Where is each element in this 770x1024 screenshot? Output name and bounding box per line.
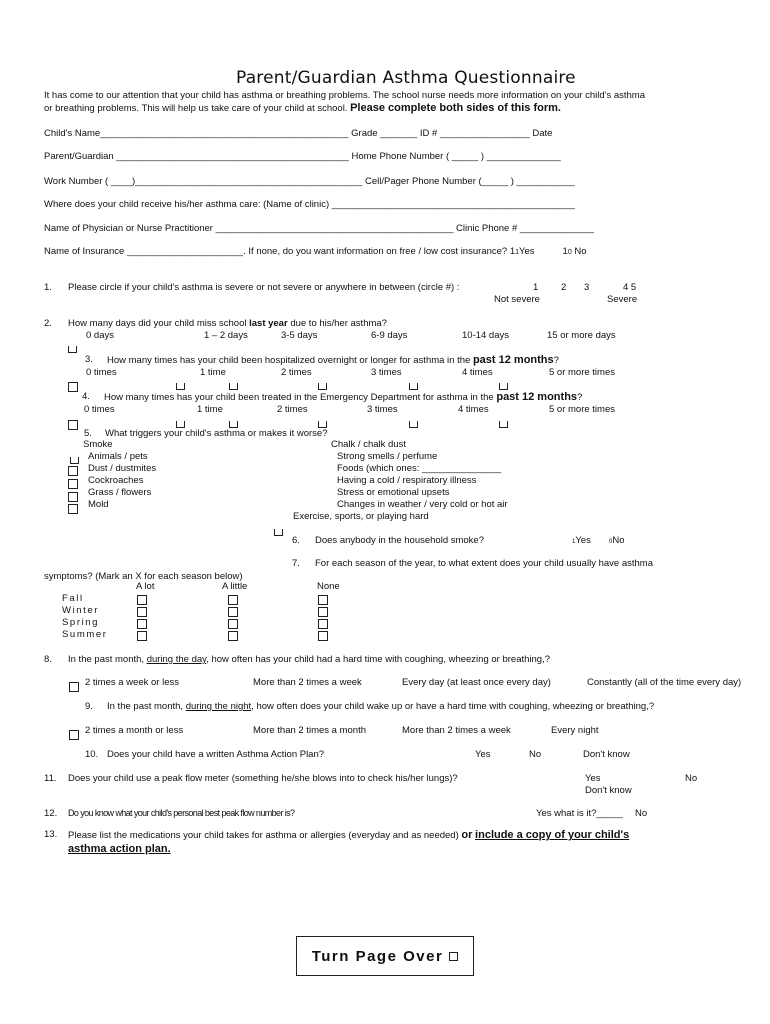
q7-season-fall: Fall [62, 593, 84, 604]
q4-checkbox-1[interactable] [176, 421, 185, 428]
q7-summer-a-little-checkbox[interactable] [228, 631, 238, 641]
q3-option-3[interactable]: 3 times [371, 367, 402, 378]
q5-trigger-smells[interactable]: Strong smells / perfume [337, 451, 438, 462]
q7-number: 7. [292, 558, 300, 569]
q5-trigger-weather[interactable]: Changes in weather / very cold or hot air [337, 499, 508, 510]
q7-col-a-lot: A lot [136, 581, 155, 592]
q2-number: 2. [44, 318, 52, 329]
q2-option-2[interactable]: 3-5 days [281, 330, 318, 341]
q5-trigger-cockroaches[interactable]: Cockroaches [88, 475, 144, 486]
q2-option-3[interactable]: 6-9 days [371, 330, 408, 341]
q3-number: 3. [85, 354, 93, 365]
q2-text: How many days did your child miss school last year due to his/her asthma? [68, 318, 387, 329]
q4-checkbox-3[interactable] [318, 421, 327, 428]
q7-fall-none-checkbox[interactable] [318, 595, 328, 605]
q4-text: How many times has your child been treated in the Emergency Department for asthma in the past 12 months? [104, 391, 583, 403]
q9-option-2[interactable]: More than 2 times a week [402, 725, 511, 736]
q7-season-spring: Spring [62, 617, 100, 628]
checkbox-icon [449, 952, 458, 961]
q4-checkbox-0[interactable] [68, 420, 78, 430]
q12-option-yes[interactable]: Yes what is it?_____ [536, 808, 623, 819]
q10-text: Does your child have a written Asthma Action Plan? [107, 749, 325, 760]
q3-option-2[interactable]: 2 times [281, 367, 312, 378]
q4-option-4[interactable]: 4 times [458, 404, 489, 415]
q5-trigger-mold[interactable]: Mold [88, 499, 109, 510]
q11-option-yes[interactable]: Yes [585, 773, 601, 784]
q7-season-winter: Winter [62, 605, 100, 616]
q3-checkbox-0[interactable] [68, 382, 78, 392]
q3-checkbox-5[interactable] [499, 383, 508, 390]
q9-option-0[interactable]: 2 times a month or less [85, 725, 184, 736]
turn-page-label: Turn Page Over [311, 947, 444, 965]
q7-fall-a-little-checkbox[interactable] [228, 595, 238, 605]
q4-checkbox-5[interactable] [499, 421, 508, 428]
q3-checkbox-3[interactable] [318, 383, 327, 390]
q9-option-1[interactable]: More than 2 times a month [253, 725, 366, 736]
q11-text: Does your child use a peak flow meter (something he/she blows into to check his/her lungs)? [68, 773, 458, 784]
q1-text: Please circle if your child's asthma is severe or not severe or anywhere in between (circle #) : [68, 282, 460, 293]
q8-checkbox[interactable] [69, 682, 79, 692]
q8-option-0[interactable]: 2 times a week or less [85, 677, 179, 688]
physician-field[interactable]: Name of Physician or Nurse Practitioner _____________________________________________ Clinic Phone # ______________ [44, 223, 594, 234]
clinic-field[interactable]: Where does your child receive his/her asthma care: (Name of clinic) ______________________________________________ [44, 199, 575, 210]
work-number-field[interactable]: Work Number ( ____)___________________________________________ Cell/Pager Phone Number (_____ ) ___________ [44, 176, 575, 187]
q8-number: 8. [44, 654, 52, 665]
q7-col-none: None [317, 581, 340, 592]
q1-scale-1[interactable]: 1 [533, 282, 539, 293]
q4-option-1[interactable]: 1 time [197, 404, 223, 415]
q1-scale-3[interactable]: 3 [584, 282, 590, 293]
q5-number: 5. [84, 428, 92, 439]
q7-season-summer: Summer [62, 629, 108, 640]
q13-number: 13. [44, 829, 58, 840]
q4-option-3[interactable]: 3 times [367, 404, 398, 415]
q7-winter-none-checkbox[interactable] [318, 607, 328, 617]
q7-winter-a-lot-checkbox[interactable] [137, 607, 147, 617]
q5-checkbox-cockroaches[interactable] [68, 492, 78, 502]
turn-page-over-box [296, 936, 474, 976]
q6-yes-option[interactable]: 1Yes [572, 535, 591, 546]
q2-option-5[interactable]: 15 or more days [547, 330, 616, 341]
q1-low-label: Not severe [494, 294, 540, 305]
q4-number: 4. [82, 391, 90, 402]
q7-col-a-little: A little [222, 581, 248, 592]
q12-option-no[interactable]: No [635, 808, 648, 819]
page-title: Parent/Guardian Asthma Questionnaire [236, 68, 576, 88]
q9-number: 9. [85, 701, 93, 712]
q5-checkbox-smoke[interactable] [70, 457, 79, 464]
q3-text: How many times has your child been hospitalized overnight or longer for asthma in the past 12 months? [107, 354, 559, 366]
q5-trigger-cold[interactable]: Having a cold / respiratory illness [337, 475, 477, 486]
childs-name-field[interactable]: Child's Name_______________________________________________ Grade _______ ID # _________________ Date [44, 128, 553, 139]
q3-option-1[interactable]: 1 time [200, 367, 226, 378]
q3-checkbox-2[interactable] [229, 383, 238, 390]
q9-text: In the past month, during the night, how often does your child wake up or have a hard time with coughing, wheezing or breathing,? [107, 701, 655, 712]
q10-option-yes[interactable]: Yes [475, 749, 491, 760]
intro-line-1: It has come to our attention that your child has asthma or breathing problems. The school nurse needs more information on your child's asthma [44, 90, 645, 101]
q5-trigger-exercise[interactable]: Exercise, sports, or playing hard [293, 511, 429, 522]
q1-scale-2[interactable]: 2 [561, 282, 567, 293]
q13-text: Please list the medications your child takes for asthma or allergies (everyday and as needed) or include a copy of your child's [68, 829, 630, 841]
q5-trigger-animals[interactable]: Animals / pets [88, 451, 148, 462]
intro-instruction: Please complete both sides of this form. [350, 102, 561, 114]
q12-text: Do you know what your child's personal best peak flow number is? [68, 808, 295, 818]
q4-checkbox-4[interactable] [409, 421, 418, 428]
q1-number: 1. [44, 282, 52, 293]
insurance-field[interactable]: Name of Insurance ______________________. If none, do you want information on free / low cost insurance? 11Yes 10 No [44, 246, 587, 257]
q12-number: 12. [44, 808, 58, 819]
q6-no-option[interactable]: 0No [609, 535, 625, 546]
q7-winter-a-little-checkbox[interactable] [228, 607, 238, 617]
q8-option-3[interactable]: Constantly (all of the time every day) [587, 677, 742, 688]
q7-summer-none-checkbox[interactable] [318, 631, 328, 641]
q1-high-label: Severe [607, 294, 638, 305]
q5-text: What triggers your child's asthma or makes it worse? [105, 428, 328, 439]
intro-line-2: or breathing problems. This will help us take care of your child at school. Please complete both sides of this form. [44, 102, 561, 114]
q7-spring-a-little-checkbox[interactable] [228, 619, 238, 629]
q7-summer-a-lot-checkbox[interactable] [137, 631, 147, 641]
q2-option-4[interactable]: 10-14 days [462, 330, 510, 341]
q4-option-5[interactable]: 5 or more times [549, 404, 615, 415]
q6-number: 6. [292, 535, 300, 546]
q8-option-1[interactable]: More than 2 times a week [253, 677, 362, 688]
q10-option-no[interactable]: No [529, 749, 542, 760]
q5-checkbox-animals[interactable] [68, 466, 78, 476]
q11-option-no[interactable]: No [685, 773, 698, 784]
q3-option-0[interactable]: 0 times [86, 367, 117, 378]
q5-checkbox-grass[interactable] [68, 504, 78, 514]
q5-trigger-chalk[interactable]: Chalk / chalk dust [331, 439, 406, 450]
q10-number: 10. [85, 749, 99, 760]
q5-checkbox-exercise[interactable] [274, 529, 283, 536]
q5-checkbox-dust[interactable] [68, 479, 78, 489]
q2-option-1[interactable]: 1 – 2 days [204, 330, 248, 341]
q7-fall-a-lot-checkbox[interactable] [137, 595, 147, 605]
q4-option-0[interactable]: 0 times [84, 404, 115, 415]
q7-text: For each season of the year, to what extent does your child usually have asthma [315, 558, 653, 569]
q5-trigger-stress[interactable]: Stress or emotional upsets [337, 487, 450, 498]
q4-option-2[interactable]: 2 times [277, 404, 308, 415]
q4-checkbox-2[interactable] [229, 421, 238, 428]
q1-scale-4-5[interactable]: 4 5 [623, 282, 637, 293]
parent-guardian-field[interactable]: Parent/Guardian ____________________________________________ Home Phone Number ( _____ ) ______________ [44, 151, 561, 162]
q11-number: 11. [44, 773, 57, 784]
q6-text: Does anybody in the household smoke? [315, 535, 485, 546]
q10-option-dont-know[interactable]: Don't know [583, 749, 630, 760]
q5-trigger-grass[interactable]: Grass / flowers [88, 487, 152, 498]
q13-text-continued: asthma action plan. [68, 843, 171, 855]
q5-trigger-smoke[interactable]: Smoke [83, 439, 113, 450]
q2-checkbox[interactable] [68, 346, 77, 353]
q9-checkbox[interactable] [69, 730, 79, 740]
q7-spring-none-checkbox[interactable] [318, 619, 328, 629]
q3-checkbox-4[interactable] [409, 383, 418, 390]
q3-option-4[interactable]: 4 times [462, 367, 493, 378]
q3-option-5[interactable]: 5 or more times [549, 367, 615, 378]
q11-option-dont-know[interactable]: Don't know [585, 785, 632, 796]
q8-option-2[interactable]: Every day (at least once every day) [402, 677, 551, 688]
q7-text-continued: symptoms? (Mark an X for each season below) [44, 571, 243, 582]
q7-spring-a-lot-checkbox[interactable] [137, 619, 147, 629]
q9-option-3[interactable]: Every night [551, 725, 599, 736]
q3-checkbox-1[interactable] [176, 383, 185, 390]
q8-text: In the past month, during the day, how often has your child had a hard time with coughing, wheezing or breathing,? [68, 654, 550, 665]
q5-trigger-dust[interactable]: Dust / dustmites [88, 463, 157, 474]
q2-option-0[interactable]: 0 days [86, 330, 114, 341]
q5-trigger-foods[interactable]: Foods (which ones: _______________ [337, 463, 502, 474]
